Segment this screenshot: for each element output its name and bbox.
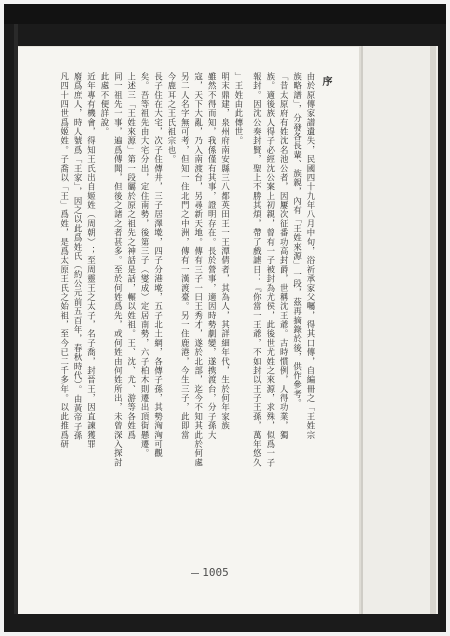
- vertical-text-block: [59, 72, 331, 567]
- text-column: 」王姓由此傳世。: [233, 72, 244, 146]
- page-number-dash: [191, 573, 199, 574]
- facing-page: [361, 46, 438, 614]
- text-column: 此處不便詳說。: [99, 72, 110, 137]
- text-column: 另二人名字無可考，但知一住北門之中洲，傳有一漢渡臺。另一住鹿港，今生三子，此即當: [180, 72, 191, 440]
- page-number-text: 1005: [202, 566, 229, 579]
- text-column: 寇，天下大亂，乃入南渡台，另尋新天地。傳有三子一曰王秀才，遂於北部，迄今不知其此於何處: [193, 72, 204, 468]
- text-column: 上述三「王姓來源」第一段屬於原之祖先之神話是話，輾以姓祖。王、沈、尤、游等各姓爲: [126, 72, 137, 440]
- page-number: [180, 566, 240, 579]
- text-column: 報封。因沈公奏封賢，聖上不勝其煩，帶了戲謔日：『你當一王爺，不如封以王子王孫，萬年悠久: [252, 72, 263, 468]
- text-column: 「昔太原府有姓沈名池公者，因屢次征番功高封爵，世稱沈王爺。古時慣例，人得功業，獨: [279, 72, 290, 440]
- text-column: 近年專有機會，得知王氏出自姬姓（周朝）；至周靈王之太子，名子喬，封晉王，因直諫獲罪: [86, 72, 97, 449]
- text-column: 族。適後族人得子必經沈公案上初親，曾有一子被封為尤侯，此後世尤姓之來源，求殊，似爲一子: [265, 72, 276, 468]
- text-column: 今鹿耳之王氏祖宗也。: [166, 72, 177, 164]
- text-column: 廢爲庶人，時人號爲「王家」，因之以此爲姓氏（約公元前五百年，春秋時代）。由黃帝子孫: [73, 72, 84, 441]
- facing-page-edge: [430, 46, 436, 614]
- text-column: 雖然不得而知，我係僅有其事，證明存在。長於營事，適因時勢劇變，遂携渡台，分子孫大: [207, 72, 218, 440]
- text-column: 矣。吾等祖先由大宅分出，定住南勢，後第三子（燮成）定居南勢，六子柏木則遷出頂街懸遷。: [140, 72, 151, 458]
- text-column: 長子住在大宅，次子住傳井，三子居澤墘，四子分港墘，五子北土網，各傳子孫，其勢洶洶可觀: [153, 72, 164, 458]
- preface-title: 序: [320, 76, 331, 86]
- film-top-edge: [4, 4, 446, 24]
- text-column: 由於原傳家譜遺失，民國四十九年八月中旬，浴祈承家父囑，得其口傳，自編冊之「王姓宗: [306, 72, 316, 440]
- text-column: 凡四十四世爲姬姓。子喬以「王」爲姓，是爲太原王氏之始祖，至今已二千多年。以此推爲研: [59, 72, 70, 449]
- text-column: 同一祖先一事，遍爲傳聞，但後之諸之者甚多。至於何姓爲先，或何姓由何姓所出，未曾深入探討: [113, 72, 124, 468]
- text-column: 明末鼎建，泉州府南安縣三八都英田王一王潭倩者，其為人，其詳細年代，生於何年家族: [220, 72, 231, 431]
- text-column: 族略譜」，分發各長輩、族親，內有「王姓來源」一段，茲再摘錄於後，供作參考。: [292, 72, 303, 408]
